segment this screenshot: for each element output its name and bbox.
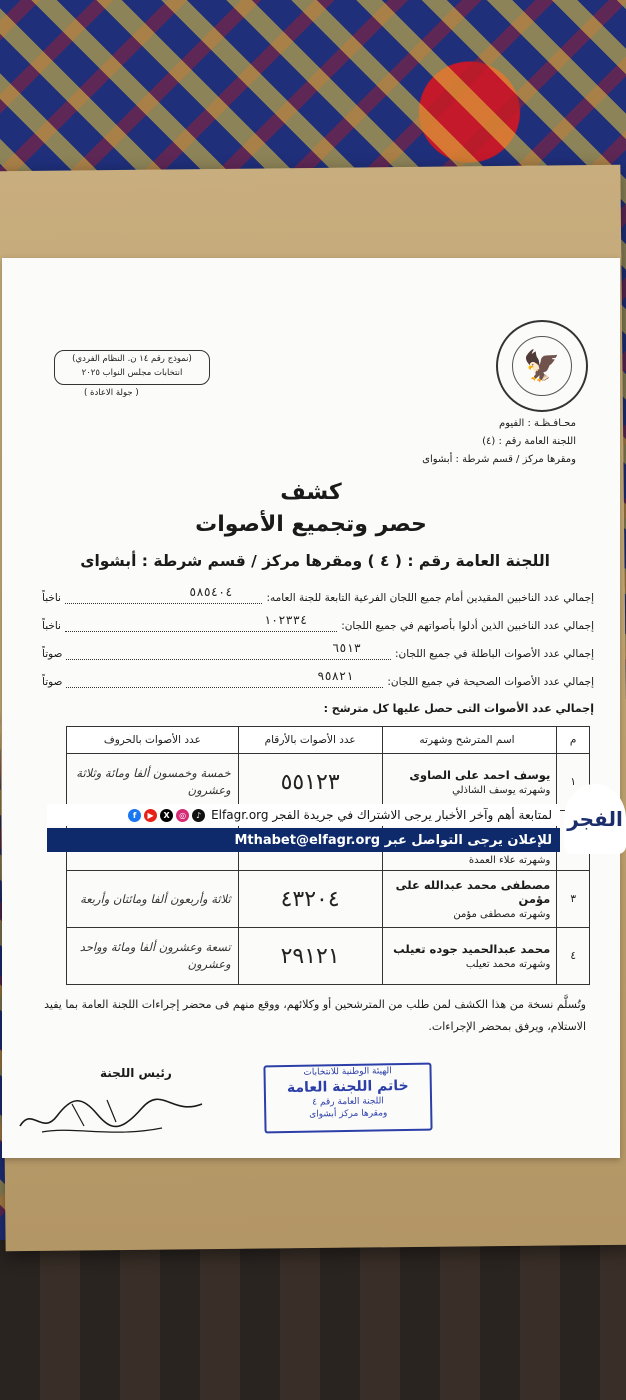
sheet-subtitle: حصر وتجميع الأصوات [195,512,427,537]
header-m: م [557,727,590,754]
candidate-name: يوسف احمد على الصاوى [409,768,551,782]
votes-words: تسعة وعشرون ألفا ومائة وواحد وعشرون [79,940,231,971]
header-words: عدد الأصوات بالحروف [67,727,239,754]
votes-words: خمسة وخمسون ألفا ومائة وثلاثة وعشرون [76,766,231,797]
news-banner [47,804,626,852]
stamp-line2: خاتم اللجنة العامة [286,1077,409,1097]
hq-line: ومقرها مركز / قسم شرطة : أبشواى [422,454,576,465]
elfagr-logo[interactable] [564,784,626,854]
instagram-icon[interactable]: ◎ [176,809,189,822]
tiktok-icon[interactable]: ♪ [192,809,205,822]
stat-valid: إجمالي عدد الأصوات الصحيحة في جميع اللجان: ٩٥٨٢١ صوتاً [42,668,594,688]
sheet-title: كشف [280,480,342,505]
candidate-fame: وشهرته مصطفى مؤمن [453,909,551,920]
votes-number: ٥٥١٢٣ [280,769,340,795]
results-table [66,726,590,985]
stat-valid-value: ٩٥٨٢١ [317,668,354,683]
stat-voted-value: ١٠٢٣٣٤ [263,612,308,627]
table-row: ١ يوسف احمد على الصاوى وشهرته يوسف الشاذلي ٥٥١٢٣ خمسة وخمسون ألفا ومائة وثلاثة وعشرون [67,754,590,811]
social-icons [128,809,205,822]
candidate-fame: وشهرته علاء العمدة [468,855,551,866]
header-numbers: عدد الأصوات بالأرقام [238,727,382,754]
votes-words: ثلاثة وأربعون ألفا ومائتان وأربعة [80,891,231,906]
candidate-fame: وشهرته محمد تعيلب [465,959,551,970]
form-election: انتخابات مجلس النواب ٢٠٢٥ [81,368,183,378]
votes-heading: إجمالي عدد الأصوات التى حصل عليها كل مترشح : [323,702,594,715]
stat-voted: إجمالي عدد الناخبين الذين أدلوا بأصواتهم في جميع اللجان: ١٠٢٣٣٤ ناخباً [42,612,594,632]
candidate-fame: وشهرته يوسف الشاذلي [452,785,551,796]
form-model: (نموذج رقم ١٤ ن. النظام الفردي) [72,354,192,364]
stat-invalid: إجمالي عدد الأصوات الباطلة في جميع اللجان: ٦٥١٣ صوتاً [42,640,594,660]
votes-number: ٢٩١٢١ [280,943,340,969]
chair-label: رئيس اللجنة [100,1066,172,1080]
candidate-name: محمد عبدالحميد جوده تعيلب [393,942,551,956]
carpet-bottom-band [0,1240,626,1400]
committee-stamp [263,1063,432,1134]
candidate-name: مصطفى محمد عبدالله على مؤمن [395,878,551,906]
header-name: اسم المترشح وشهرته [382,727,557,754]
committee-number-line: اللجنة العامة رقم : (٤) [482,436,576,447]
stat-registered: إجمالي عدد الناخبين المقيدين أمام جميع اللجان الفرعية التابعة للجنة العامه: ٥٨٥٤٠٤ ناخباً [42,584,594,604]
chair-signature [12,1086,212,1146]
round-label: ( جولة الاعادة ) [84,388,139,398]
votes-number: ٤٣٢٠٤ [280,886,340,912]
table-row: ٣ مصطفى محمد عبدالله على مؤمن وشهرته مصطفى مؤمن ٤٣٢٠٤ ثلاثة وأربعون ألفا ومائتان وأربعة [67,871,590,928]
banner-follow-bar [47,804,560,826]
banner-follow-text[interactable]: لمتابعة أهم وآخر الأخبار يرجى الاشتراك في جريدة الفجر Elfagr.org [211,808,552,822]
stamp-line3: اللجنة العامة رقم ٤ [312,1096,384,1108]
governorate-line: محـافـظـة : الفيوم [499,418,576,429]
table-header-row [67,727,590,754]
stamp-line1: الهيئة الوطنية للانتخابات [303,1066,392,1078]
table-row: ٤ محمد عبدالحميد جوده تعيلب وشهرته محمد تعيلب ٢٩١٢١ تسعة وعشرون ألفا ومائة وواحد وعشرون [67,928,590,985]
form-number-box [54,350,210,385]
logo-text: الفجر [567,807,623,831]
facebook-icon[interactable]: f [128,809,141,822]
banner-ads-bar [47,828,560,852]
committee-heading: اللجنة العامة رقم : ( ٤ ) ومقرها مركز / قسم شرطة : أبشواى [80,552,550,570]
footer-note: وتُسلَّم نسخة من هذا الكشف لمن طلب من المترشحين أو وكلائهم، ووقع منهم فى محضر إجراءات اللجنة العامة بما يفيد الاستلام، ويرفق بمحضر الإجراءات. [44,998,586,1033]
youtube-icon[interactable]: ▶ [144,809,157,822]
stat-registered-value: ٥٨٥٤٠٤ [189,584,233,599]
stamp-line4: ومقرها مركز أبشواى [309,1108,388,1120]
vote-count-sheet [2,258,620,1158]
stat-invalid-value: ٦٥١٣ [332,640,361,655]
banner-ads-text[interactable]: للإعلان يرجى التواصل عبر Mthabet@elfagr.org [234,832,552,848]
x-icon[interactable]: X [160,809,173,822]
eagle-emblem-icon: 🦅 [496,320,588,412]
